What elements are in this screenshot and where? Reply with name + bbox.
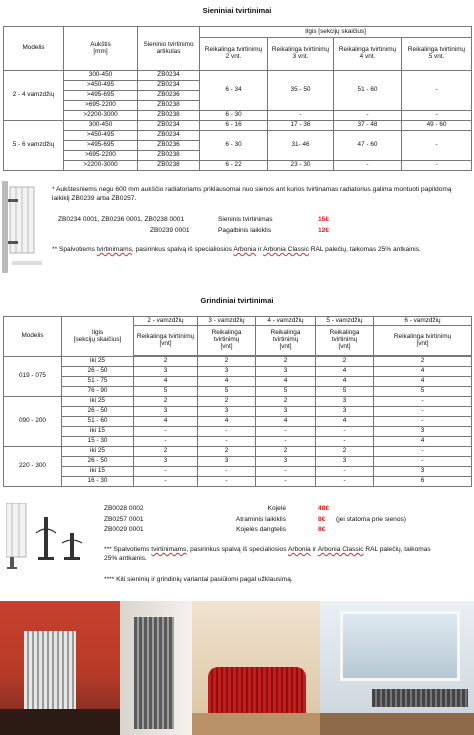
length-cell: 26 - 50 bbox=[62, 367, 134, 377]
note-extra-bracket: * Aukštesniems negu 600 mm aukščio radiatoriams priklausomai nuo sienos ant kurios tvirtinamas radiatorius galima montuoti papildomą laikiklį ZB0239 arba ZB0257. bbox=[52, 186, 452, 202]
header-pipes: 2 - vamzdžių bbox=[134, 317, 198, 326]
length-cell: iki 15 bbox=[62, 427, 134, 437]
header-section-count: Ilgis [sekcijų skaičius] bbox=[200, 27, 472, 38]
header-req-4: Reikalinga tvirtinimų 4 vnt. bbox=[334, 38, 402, 71]
header-model: Modelis bbox=[4, 27, 64, 71]
table-row bbox=[4, 467, 472, 477]
value-cell: - bbox=[134, 477, 198, 487]
value-cell: - bbox=[256, 427, 316, 437]
table-row bbox=[4, 387, 472, 397]
value-cell: 2 bbox=[316, 447, 374, 457]
header-height: Aukštis [mm] bbox=[64, 27, 138, 71]
value-cell: - bbox=[402, 111, 472, 121]
value-cell: 17 - 36 bbox=[268, 121, 334, 131]
value-cell: 5 bbox=[198, 387, 256, 397]
header-required: Reikalinga tvirtinimų [vnt] bbox=[256, 326, 316, 356]
model-cell: 090 - 200 bbox=[4, 397, 62, 447]
value-cell: - bbox=[374, 407, 472, 417]
model-cell: 2 - 4 vamzdžių bbox=[4, 71, 64, 121]
length-cell: iki 25 bbox=[62, 397, 134, 407]
note-other-variants: **** Kiti sieninių ir grindinių variantai pasiūlomi pagal užklausimą. bbox=[104, 576, 293, 583]
length-cell: 76 - 90 bbox=[62, 387, 134, 397]
article-cell: ZB0236 bbox=[138, 141, 200, 151]
header-req-2: Reikalinga tvirtinimų 2 vnt. bbox=[200, 38, 268, 71]
header-pipes: 5 - vamzdžių bbox=[316, 317, 374, 326]
item-label: Atraminis laikiklis bbox=[235, 515, 286, 523]
header-pipes: 3 - vamzdžių bbox=[198, 317, 256, 326]
item-code: ZB0029 0001 bbox=[104, 526, 144, 533]
height-cell: >695-2200 bbox=[64, 101, 138, 111]
table-row bbox=[4, 377, 472, 387]
header-required: Reikalinga tvirtinimų [vnt] bbox=[198, 326, 256, 356]
height-cell: >695-2200 bbox=[64, 151, 138, 161]
value-cell: 2 bbox=[316, 357, 374, 367]
value-cell: 3 bbox=[316, 407, 374, 417]
value-cell: - bbox=[374, 417, 472, 427]
label-aux-bracket: Pagalbinis laikiklis bbox=[218, 227, 272, 234]
table-row bbox=[4, 427, 472, 437]
value-cell: - bbox=[402, 161, 472, 171]
length-cell: 51 - 60 bbox=[62, 417, 134, 427]
value-cell: 2 bbox=[198, 447, 256, 457]
value-cell: - bbox=[402, 131, 472, 161]
value-cell: 4 bbox=[256, 377, 316, 387]
value-cell: 2 bbox=[134, 397, 198, 407]
table-row bbox=[4, 437, 472, 447]
value-cell: - bbox=[268, 111, 334, 121]
value-cell: 6 bbox=[374, 477, 472, 487]
note-color-surcharge: ** Spalvotiems tvirtinimams, pasirinkus spalvą iš specialiosios Arbonia ir Arbonia Classic RAL palečių, taikomas 25% antkainis. bbox=[52, 246, 421, 253]
header-model: Modelis bbox=[4, 317, 62, 357]
price-wall-mount: 15€ bbox=[318, 216, 330, 223]
floor-mount-table bbox=[3, 316, 472, 487]
height-cell: >495-695 bbox=[64, 91, 138, 101]
value-cell: 3 bbox=[198, 457, 256, 467]
codes-wall-mount: ZB0234 0001, ZB0236 0001, ZB0238 0001 bbox=[58, 216, 185, 223]
value-cell: 4 bbox=[374, 437, 472, 447]
item-code: ZB0028 0002 bbox=[104, 505, 144, 512]
value-cell: - bbox=[198, 477, 256, 487]
value-cell: 3 bbox=[134, 407, 198, 417]
value-cell: - bbox=[198, 437, 256, 447]
value-cell: 5 bbox=[374, 387, 472, 397]
table-row bbox=[4, 417, 472, 427]
header-pipes: 4 - vamzdžių bbox=[256, 317, 316, 326]
value-cell: 3 bbox=[198, 367, 256, 377]
value-cell: 2 bbox=[198, 357, 256, 367]
photo-red-interior bbox=[0, 601, 120, 735]
value-cell: 47 - 60 bbox=[334, 131, 402, 161]
value-cell: 2 bbox=[256, 447, 316, 457]
value-cell: 51 - 60 bbox=[334, 71, 402, 111]
height-cell: >495-695 bbox=[64, 141, 138, 151]
value-cell: - bbox=[334, 111, 402, 121]
value-cell: - bbox=[256, 477, 316, 487]
value-cell: - bbox=[198, 467, 256, 477]
value-cell: 37 - 48 bbox=[334, 121, 402, 131]
codes-aux-bracket: ZB0239 0001 bbox=[150, 227, 190, 234]
length-cell: 16 - 30 bbox=[62, 477, 134, 487]
value-cell: 4 bbox=[198, 417, 256, 427]
table-row bbox=[4, 447, 472, 457]
value-cell: 49 - 60 bbox=[402, 121, 472, 131]
article-cell: ZB0236 bbox=[138, 91, 200, 101]
value-cell: 4 bbox=[316, 377, 374, 387]
value-cell: 31- 46 bbox=[268, 131, 334, 161]
value-cell: - bbox=[334, 161, 402, 171]
value-cell: - bbox=[134, 467, 198, 477]
length-cell: 51 - 75 bbox=[62, 377, 134, 387]
value-cell: 4 bbox=[134, 417, 198, 427]
value-cell: 6 - 22 bbox=[200, 161, 268, 171]
table-row bbox=[4, 397, 472, 407]
header-length: Ilgis [sekcijų skaičius] bbox=[62, 317, 134, 357]
value-cell: 6 - 30 bbox=[200, 111, 268, 121]
value-cell: 4 bbox=[374, 377, 472, 387]
height-cell: >450-495 bbox=[64, 81, 138, 91]
length-cell: 26 - 50 bbox=[62, 457, 134, 467]
article-cell: ZB0238 bbox=[138, 151, 200, 161]
value-cell: 35 - 50 bbox=[268, 71, 334, 111]
height-cell: >450-495 bbox=[64, 131, 138, 141]
length-cell: 26 - 50 bbox=[62, 407, 134, 417]
value-cell: 2 bbox=[198, 397, 256, 407]
length-cell: iki 15 bbox=[62, 467, 134, 477]
value-cell: - bbox=[316, 427, 374, 437]
header-req-5: Reikalinga tvirtinimų 5 vnt. bbox=[402, 38, 472, 71]
article-cell: ZB0234 bbox=[138, 121, 200, 131]
table-row bbox=[4, 367, 472, 377]
value-cell: - bbox=[198, 427, 256, 437]
length-cell: 15 - 30 bbox=[62, 437, 134, 447]
floor-foot-illustration bbox=[6, 503, 96, 575]
value-cell: 6 - 30 bbox=[200, 131, 268, 161]
value-cell: 3 bbox=[374, 467, 472, 477]
model-cell: 5 - 6 vamzdžių bbox=[4, 121, 64, 171]
model-cell: 019 - 075 bbox=[4, 357, 62, 397]
value-cell: 3 bbox=[134, 367, 198, 377]
item-price: 8€ bbox=[318, 515, 326, 523]
value-cell: - bbox=[256, 437, 316, 447]
note-floor-color-surcharge: *** Spalvotiems tvirtinimams, pasirinkus spalvą iš specialiosios Arbonia ir Arbonia Classic RAL palečių, taikomas 25% antkainis. bbox=[104, 546, 431, 562]
item-code: ZB0257 0001 bbox=[104, 515, 144, 523]
value-cell: 5 bbox=[316, 387, 374, 397]
article-cell: ZB0234 bbox=[138, 131, 200, 141]
value-cell: - bbox=[134, 437, 198, 447]
height-cell: >2200-3000 bbox=[64, 161, 138, 171]
height-cell: 300-450 bbox=[64, 71, 138, 81]
value-cell: 4 bbox=[256, 417, 316, 427]
value-cell: 6 - 34 bbox=[200, 71, 268, 111]
item-label: Kojelės dangtelis bbox=[236, 526, 286, 533]
article-cell: ZB0238 bbox=[138, 111, 200, 121]
value-cell: - bbox=[316, 437, 374, 447]
value-cell: 2 bbox=[256, 357, 316, 367]
value-cell: 4 bbox=[374, 367, 472, 377]
header-req-3: Reikalinga tvirtinimų 3 vnt. bbox=[268, 38, 334, 71]
value-cell: 2 bbox=[134, 447, 198, 457]
article-cell: ZB0234 bbox=[138, 71, 200, 81]
value-cell: 4 bbox=[198, 377, 256, 387]
article-cell: ZB0234 bbox=[138, 81, 200, 91]
value-cell: 3 bbox=[374, 427, 472, 437]
value-cell: - bbox=[316, 467, 374, 477]
value-cell: - bbox=[374, 457, 472, 467]
item-price: 48€ bbox=[318, 505, 330, 512]
header-required: Reikalinga tvirtinimų [vnt] bbox=[316, 326, 374, 356]
value-cell: 3 bbox=[316, 457, 374, 467]
price-aux-bracket: 12€ bbox=[318, 227, 330, 234]
header-required: Reikalinga tvirtinimų [vnt] bbox=[374, 326, 472, 356]
value-cell: 3 bbox=[316, 397, 374, 407]
value-cell: 4 bbox=[134, 377, 198, 387]
item-extra: (jei statoma prie sienos) bbox=[336, 515, 406, 523]
item-label: Kojelė bbox=[267, 505, 286, 512]
value-cell: - bbox=[374, 397, 472, 407]
value-cell: 23 - 30 bbox=[268, 161, 334, 171]
value-cell: - bbox=[316, 477, 374, 487]
value-cell: 6 - 16 bbox=[200, 121, 268, 131]
value-cell: 2 bbox=[374, 357, 472, 367]
value-cell: 4 bbox=[316, 367, 374, 377]
photo-curved-radiator bbox=[192, 601, 320, 735]
value-cell: 2 bbox=[256, 397, 316, 407]
height-cell: >2200-3000 bbox=[64, 111, 138, 121]
wall-mount-table bbox=[3, 26, 472, 171]
value-cell: 3 bbox=[134, 457, 198, 467]
table-row bbox=[4, 357, 472, 367]
wall-bracket-illustration bbox=[2, 181, 50, 273]
model-cell: 220 - 300 bbox=[4, 447, 62, 487]
label-wall-mount: Sieninis tvirtinimas bbox=[218, 216, 273, 223]
value-cell: - bbox=[134, 427, 198, 437]
table-row bbox=[4, 407, 472, 417]
photo-tall-radiator bbox=[120, 601, 192, 735]
value-cell: 4 bbox=[316, 417, 374, 427]
value-cell: - bbox=[374, 447, 472, 457]
value-cell: 3 bbox=[256, 457, 316, 467]
length-cell: iki 25 bbox=[62, 357, 134, 367]
floor-section-title: Grindiniai tvirtinimai bbox=[200, 296, 274, 305]
article-cell: ZB0238 bbox=[138, 161, 200, 171]
table-row bbox=[4, 457, 472, 467]
height-cell: 300-450 bbox=[64, 121, 138, 131]
item-price: 8€ bbox=[318, 526, 326, 533]
value-cell: 5 bbox=[134, 387, 198, 397]
value-cell: - bbox=[256, 467, 316, 477]
value-cell: 3 bbox=[256, 407, 316, 417]
table-row bbox=[4, 477, 472, 487]
value-cell: 3 bbox=[198, 407, 256, 417]
value-cell: - bbox=[402, 71, 472, 111]
header-article: Sieninio tvirtinimo artikulas bbox=[138, 27, 200, 71]
photo-bench-radiator bbox=[320, 601, 474, 735]
header-pipes: 6 - vamzdžių bbox=[374, 317, 472, 326]
wall-section-title: Sieniniai tvirtinimai bbox=[202, 6, 272, 15]
value-cell: 5 bbox=[256, 387, 316, 397]
value-cell: 2 bbox=[134, 357, 198, 367]
header-required: Reikalinga tvirtinimų [vnt] bbox=[134, 326, 198, 356]
value-cell: 3 bbox=[256, 367, 316, 377]
length-cell: iki 25 bbox=[62, 447, 134, 457]
article-cell: ZB0238 bbox=[138, 101, 200, 111]
